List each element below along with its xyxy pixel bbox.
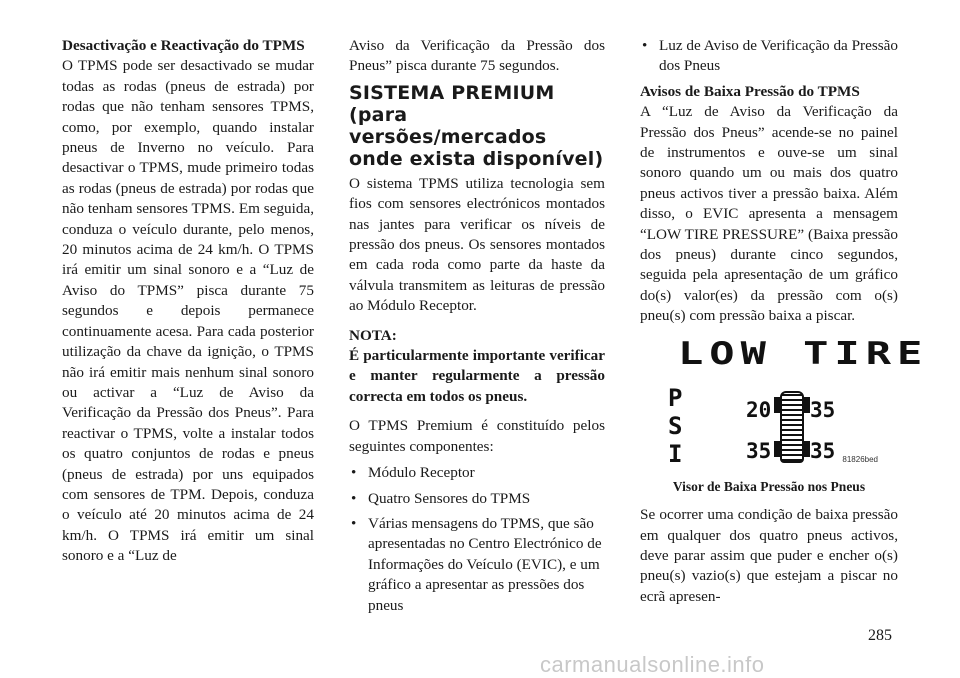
list-item: • Várias mensagens do TPMS, que são apresentadas no Centro Electrónico de Informações do Veículo (EVIC), e um gráfico a apresentar as pressões dos pneus — [349, 514, 605, 616]
display-letter-s: S — [668, 411, 683, 440]
deactivation-paragraph: O TPMS pode ser desactivado se mudar todas as rodas (pneus de estrada) por rodas que não tenham sensores TPMS, como, por exemplo, quando instalar pneus de Inverno no veículo. Para desactivar o TPMS, mude primeiro todas as rodas (pneus de estrada) por rodas que não tenham sensores TPMS. Em seguida, conduza o veículo durante, pelo menos, 20 minutos acima de 24 km/h. O TPMS irá emitir um sinal sonoro e a “Luz de Aviso do TPMS” pisca durante 75 segundos e depois permanece continuamente acesa. Para cada posterior utilização da chave da ignição, o TPMS não irá emitir mais nenhum sinal sonoro ou activar a “Luz de Aviso da Verificação da Pressão dos Pneus”. Para reactivar o TPMS, volte a instalar todos os quatro conjuntos de rodas e pneus (pneus de estrada) por uns equipados com sensores de TPM. Depois, conduza o veículo até 20 minutos acima de 24 km/h. O TPMS irá emitir um sinal sonoro e a “Luz de — [62, 57, 314, 565]
figure-code: 81826bed — [842, 455, 878, 465]
pressure-rear-right: 35 — [810, 438, 836, 463]
vehicle-outline-icon — [780, 391, 804, 463]
note-text: É particularmente importante verificar e manter regularmente a pressão correcta em todos os pneus. — [349, 347, 605, 405]
page-number: 285 — [868, 627, 892, 644]
middle-column — [349, 36, 605, 621]
watermark: carmanualsonline.info — [540, 652, 765, 677]
left-column — [62, 36, 314, 567]
low-pressure-paragraph: A “Luz de Aviso da Verificação da Pressão dos Pneus” acende-se no painel de instrumentos e ouve-se um sinal sonoro quando um ou mais dos quatro pneus activos tiver a pressão baixa. Além disso, o EVIC apresenta a mensagem “LOW TIRE PRESSURE” (Baixa pressão dos pneus) durante cinco segundos, seguida pela apresentação de um gráfico do(s) valor(es) da pressão com o(s) pneu(s) com pressão baixa a piscar. — [640, 103, 898, 325]
pressure-front-right: 35 — [810, 397, 836, 422]
continuation-text: Aviso da Verificação da Pressão dos Pneus” pisca durante 75 segundos. — [349, 37, 605, 75]
figure-caption: Visor de Baixa Pressão nos Pneus — [672, 478, 866, 494]
tire-rear-left-icon — [774, 441, 781, 457]
low-tire-display-figure — [668, 334, 929, 471]
display-letter-p: P — [668, 383, 683, 412]
closing-paragraph: Se ocorrer uma condição de baixa pressão em qualquer dos quatro pneus activos, deve parar assim que puder e encher o(s) pneu(s) vazio(s) que estejam a piscar no ecrã apresen- — [640, 506, 898, 605]
display-title: LOW TIRE — [678, 334, 929, 372]
components-intro: O TPMS Premium é constituído pelos seguintes componentes: — [349, 417, 605, 455]
pressure-rear-left: 35 — [746, 438, 772, 463]
section-heading-deactivation: Desactivação e Reactivação do TPMS — [62, 37, 305, 54]
premium-section-title: SISTEMA PREMIUM (para versões/mercados onde exista disponível) — [349, 81, 604, 170]
list-item: • Luz de Aviso de Verificação da Pressão dos Pneus — [640, 36, 898, 77]
components-list — [349, 463, 605, 616]
components-list-continued — [640, 36, 898, 77]
display-letter-i: I — [668, 439, 683, 468]
list-item: • Quatro Sensores do TPMS — [349, 489, 605, 509]
section-heading-low-pressure: Avisos de Baixa Pressão do TPMS — [640, 82, 860, 100]
right-column — [640, 36, 929, 607]
tire-front-left-icon — [774, 397, 781, 413]
tire-front-right-icon — [803, 397, 810, 413]
premium-intro-paragraph: O sistema TPMS utiliza tecnologia sem fios com sensores electrónicos montados nas jantes para verificar os níveis de pressão dos pneus. Os sensores montados em cada roda como parte da haste da válvula transmitem as leituras de pressão ao Módulo Receptor. — [349, 174, 605, 315]
note-label: NOTA: — [349, 326, 397, 344]
tire-rear-right-icon — [803, 441, 810, 457]
pressure-front-left: 20 — [746, 397, 772, 422]
list-item: • Módulo Receptor — [349, 463, 605, 483]
